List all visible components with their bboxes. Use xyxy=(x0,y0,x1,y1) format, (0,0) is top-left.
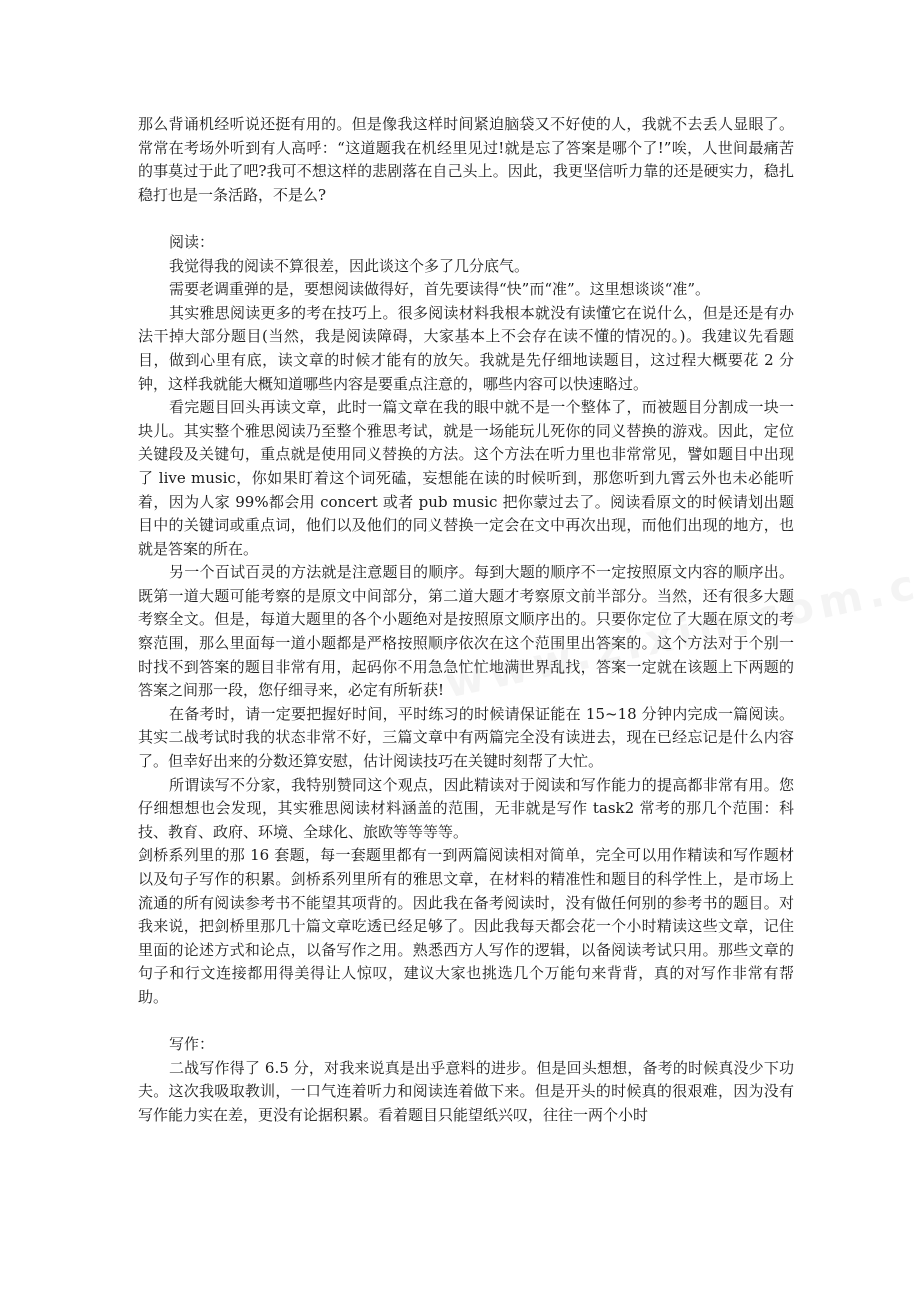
writing-heading: 写作： xyxy=(169,1035,215,1054)
reading-heading: 阅读： xyxy=(169,232,215,251)
document-page xyxy=(138,113,794,1128)
reading-paragraph: 需要老调重弹的是，要想阅读做得好，首先要读得“快”而“准”。这里想谈谈“准”。 xyxy=(169,280,711,299)
reading-paragraph: 看完题目回头再读文章，此时一篇文章在我的眼中就不是一个整体了，而被题目分割成一块一块儿。其实整个雅思阅读乃至整个雅思考试，就是一场能玩儿死你的同义替换的游戏。因此，定位关键段及关键句，重点就是使用同义替换的方法。这个方法在听力里也非常常见，譬如题目中出现了 live music，你如果盯着这个词死磕，妄想能在读的时候听到，那您听到九霄云外也未必能听着，因为人家 99%都会用 concert 或者 pub music 把你蒙过去了。阅读看原文的时候请划出题目中的关键词或重点词，他们以及他们的同义替换一定会在文中再次出现，而他们出现的地方，也就是答案的所在。 xyxy=(138,398,794,558)
section-gap xyxy=(138,207,794,231)
reading-paragraph: 在备考时，请一定要把握好时间，平时练习的时候请保证能在 15~18 分钟内完成一篇阅读。其实二战考试时我的状态非常不好，三篇文章中有两篇完全没有读进去，现在已经忘记是什么内容了。但幸好出来的分数还算安慰，估计阅读技巧在关键时刻帮了大忙。 xyxy=(138,704,794,771)
reading-paragraph: 另一个百试百灵的方法就是注意题目的顺序。每到大题的顺序不一定按照原文内容的顺序出。既第一道大题可能考察的是原文中间部分，第二道大题才考察原文前半部分。当然，还有很多大题考察全文。但是，每道大题里的各个小题绝对是按照原文顺序出的。只要你定位了大题在原文的考察范围，那么里面每一道小题都是严格按照顺序依次在这个范围里出答案的。这个方法对于个别一时找不到答案的题目非常有用，起码你不用急急忙忙地满世界乱找，答案一定就在该题上下两题的答案之间那一段，您仔细寻来，必定有所斩获! xyxy=(138,563,794,700)
reading-paragraph: 我觉得我的阅读不算很差，因此谈这个多了几分底气。 xyxy=(169,256,530,275)
intro-paragraph: 那么背诵机经听说还挺有用的。但是像我这样时间紧迫脑袋又不好使的人，我就不去丢人显眼了。常常在考场外听到有人高呼：“这道题我在机经里见过!就是忘了答案是哪个了!”唉，人世间最痛苦的事莫过于此了吧?我可不想这样的悲剧落在自己头上。因此，我更坚信听力靠的还是硬实力，稳扎稳打也是一条活路，不是么? xyxy=(138,115,794,204)
cambridge-paragraph: 剑桥系列里的那 16 套题，每一套题里都有一到两篇阅读相对简单，完全可以用作精读和写作题材以及句子写作的积累。剑桥系列里所有的雅思文章，在材料的精准性和题目的科学性上，是市场上流通的所有阅读参考书不能望其项背的。因此我在备考阅读时，没有做任何别的参考书的题目。对我来说，把剑桥里那几十篇文章吃透已经足够了。因此我每天都会花一个小时精读这些文章，记住里面的论述方式和论点，以备写作之用。熟悉西方人写作的逻辑，以备阅读考试只用。那些文章的句子和行文连接都用得美得让人惊叹，建议大家也挑选几个万能句来背背，真的对写作非常有帮助。 xyxy=(138,846,794,1006)
section-gap xyxy=(138,1010,794,1034)
reading-paragraph: 其实雅思阅读更多的考在技巧上。很多阅读材料我根本就没有读懂它在说什么，但是还是有办法干掉大部分题目(当然，我是阅读障碍，大家基本上不会存在读不懂的情况的。)。我建议先看题目，做到心里有底，读文章的时候才能有的放矢。我就是先仔细地读题目，这过程大概要花 2 分钟，这样我就能大概知道哪些内容是要重点注意的，哪些内容可以快速略过。 xyxy=(138,303,794,393)
reading-paragraph: 所谓读写不分家，我特别赞同这个观点，因此精读对于阅读和写作能力的提高都非常有用。您仔细想想也会发现，其实雅思阅读材料涵盖的范围，无非就是写作 task2 常考的那几个范围：科技、教育、政府、环境、全球化、旅欧等等等等。 xyxy=(138,775,794,841)
writing-paragraph: 二战写作得了 6.5 分，对我来说真是出乎意料的进步。但是回头想想，备考的时候真没少下功夫。这次我吸取教训，一口气连着听力和阅读连着做下来。但是开头的时候真的很艰难，因为没有写作能力实在差，更没有论据积累。看着题目只能望纸兴叹，往往一两个小时 xyxy=(138,1058,794,1124)
